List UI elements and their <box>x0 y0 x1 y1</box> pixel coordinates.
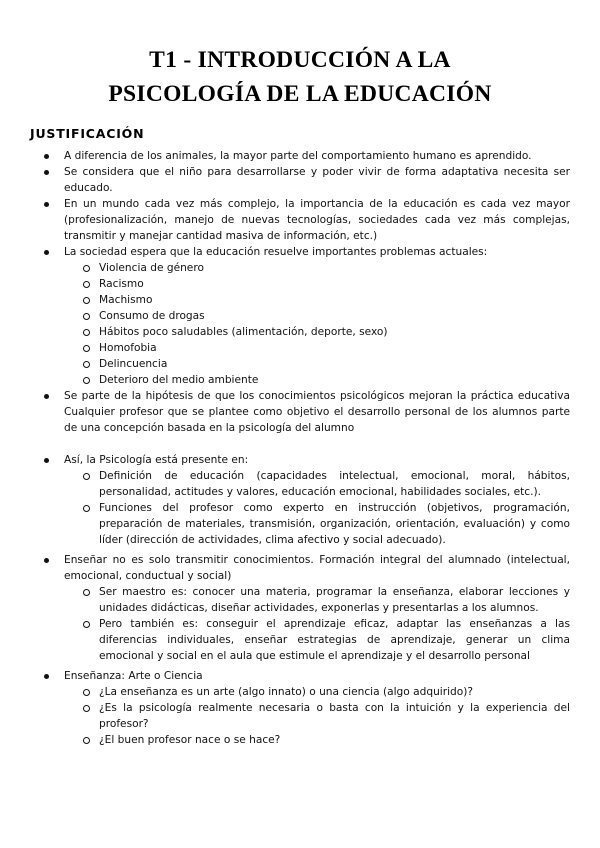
list-item-text: La sociedad espera que la educación resuelve importantes problemas actuales: <box>64 246 488 258</box>
sub-list-item <box>0 340 600 356</box>
sub-list-item <box>0 500 600 548</box>
sub-list-item <box>0 324 600 340</box>
circle-bullet-icon <box>83 705 90 712</box>
sub-item-text: Definición de educación (capacidades intelectual, emocional, moral, hábitos, personalidad, actitudes y valores, educación emocional, habilidades sociales, etc.). <box>99 470 570 498</box>
sub-item-text: Machismo <box>99 294 153 306</box>
circle-bullet-icon <box>83 589 90 596</box>
sub-item-text: ¿Es la psicología realmente necesaria o basta con la intuición y la experiencia del profesor? <box>99 702 570 730</box>
bullet-icon <box>44 250 49 255</box>
list-item <box>0 164 600 196</box>
section-heading: JUSTIFICACIÓN <box>30 126 145 141</box>
sub-list-item <box>0 292 600 308</box>
list-item <box>0 244 600 260</box>
sub-list-item <box>0 468 600 500</box>
spacer <box>0 436 600 452</box>
bullet-icon <box>44 394 49 399</box>
circle-bullet-icon <box>83 505 90 512</box>
circle-bullet-icon <box>83 313 90 320</box>
sub-item-text: Funciones del profesor como experto en instrucción (objetivos, programación, preparación de materiales, transmisión, organización, orientación, evaluación) y como líder (dirección de actividades, clima afectivo y social adecuado). <box>99 502 570 546</box>
circle-bullet-icon <box>83 689 90 696</box>
list-item <box>0 668 600 684</box>
list-item-text: En un mundo cada vez más complejo, la importancia de la educación es cada vez mayor (profesionalización, manejo de nuevas tecnologías, sociedades cada vez más complejas, transmitir y manejar cantidad masiva de información, etc.) <box>64 198 570 242</box>
sub-list-item <box>0 276 600 292</box>
list-item-text: Se parte de la hipótesis de que los conocimientos psicológicos mejoran la práctica educativa Cualquier profesor que se plantee como objetivo el desarrollo personal de los alumnos parte de una concepción basada en la psicología del alumno <box>64 390 570 434</box>
sub-list-item <box>0 356 600 372</box>
circle-bullet-icon <box>83 297 90 304</box>
sub-list-item <box>0 308 600 324</box>
circle-bullet-icon <box>83 621 90 628</box>
sub-item-text: ¿La enseñanza es un arte (algo innato) o una ciencia (algo adquirido)? <box>99 686 473 698</box>
list-item-text: A diferencia de los animales, la mayor parte del comportamiento humano es aprendido. <box>64 150 532 162</box>
sub-item-text: Delincuencia <box>99 358 168 370</box>
circle-bullet-icon <box>83 329 90 336</box>
title-line-1: T1 - INTRODUCCIÓN A LA <box>149 47 451 73</box>
sub-item-text: ¿El buen profesor nace o se hace? <box>99 734 281 746</box>
sub-list-item <box>0 584 600 616</box>
sub-list-item <box>0 732 600 748</box>
list-item-text: Enseñar no es solo transmitir conocimientos. Formación integral del alumnado (intelectual, emocional, conductual y social) <box>64 554 570 582</box>
sub-item-text: Homofobia <box>99 342 157 354</box>
sub-item-text: Racismo <box>99 278 144 290</box>
list-item <box>0 388 600 436</box>
sub-list-item <box>0 372 600 388</box>
list-item <box>0 552 600 584</box>
bullet-icon <box>44 674 49 679</box>
circle-bullet-icon <box>83 281 90 288</box>
sub-list-item <box>0 616 600 664</box>
sub-item-text: Deterioro del medio ambiente <box>99 374 259 386</box>
page-title <box>0 43 600 111</box>
list-item-text: Se considera que el niño para desarrollarse y poder vivir de forma adaptativa necesita ser educado. <box>64 166 570 194</box>
sub-list-item <box>0 684 600 700</box>
list-item <box>0 196 600 244</box>
list-item-text: Así, la Psicología está presente en: <box>64 454 249 466</box>
sub-item-text: Ser maestro es: conocer una materia, programar la enseñanza, elaborar lecciones y unidades didácticas, diseñar actividades, exponerlas y presentarlas a los alumnos. <box>99 586 570 614</box>
bullet-icon <box>44 170 49 175</box>
bullet-icon <box>44 154 49 159</box>
circle-bullet-icon <box>83 345 90 352</box>
circle-bullet-icon <box>83 361 90 368</box>
sub-item-text: Pero también es: conseguir el aprendizaje eficaz, adaptar las enseñanzas a las diferencias individuales, enseñar estrategias de aprendizaje, generar un clima emocional y social en el aula que estimule el aprendizaje y el desarrollo personal <box>99 618 570 662</box>
sub-list-item <box>0 260 600 276</box>
bullet-icon <box>44 558 49 563</box>
sub-item-text: Violencia de género <box>99 262 204 274</box>
bullet-icon <box>44 458 49 463</box>
sub-list-item <box>0 700 600 732</box>
circle-bullet-icon <box>83 473 90 480</box>
sub-item-text: Consumo de drogas <box>99 310 205 322</box>
list-item-text: Enseñanza: Arte o Ciencia <box>64 670 203 682</box>
circle-bullet-icon <box>83 377 90 384</box>
title-line-2: PSICOLOGÍA DE LA EDUCACIÓN <box>108 81 492 107</box>
bullet-list <box>0 148 600 748</box>
list-item <box>0 148 600 164</box>
circle-bullet-icon <box>83 737 90 744</box>
circle-bullet-icon <box>83 265 90 272</box>
list-item <box>0 452 600 468</box>
sub-item-text: Hábitos poco saludables (alimentación, deporte, sexo) <box>99 326 388 338</box>
bullet-icon <box>44 202 49 207</box>
